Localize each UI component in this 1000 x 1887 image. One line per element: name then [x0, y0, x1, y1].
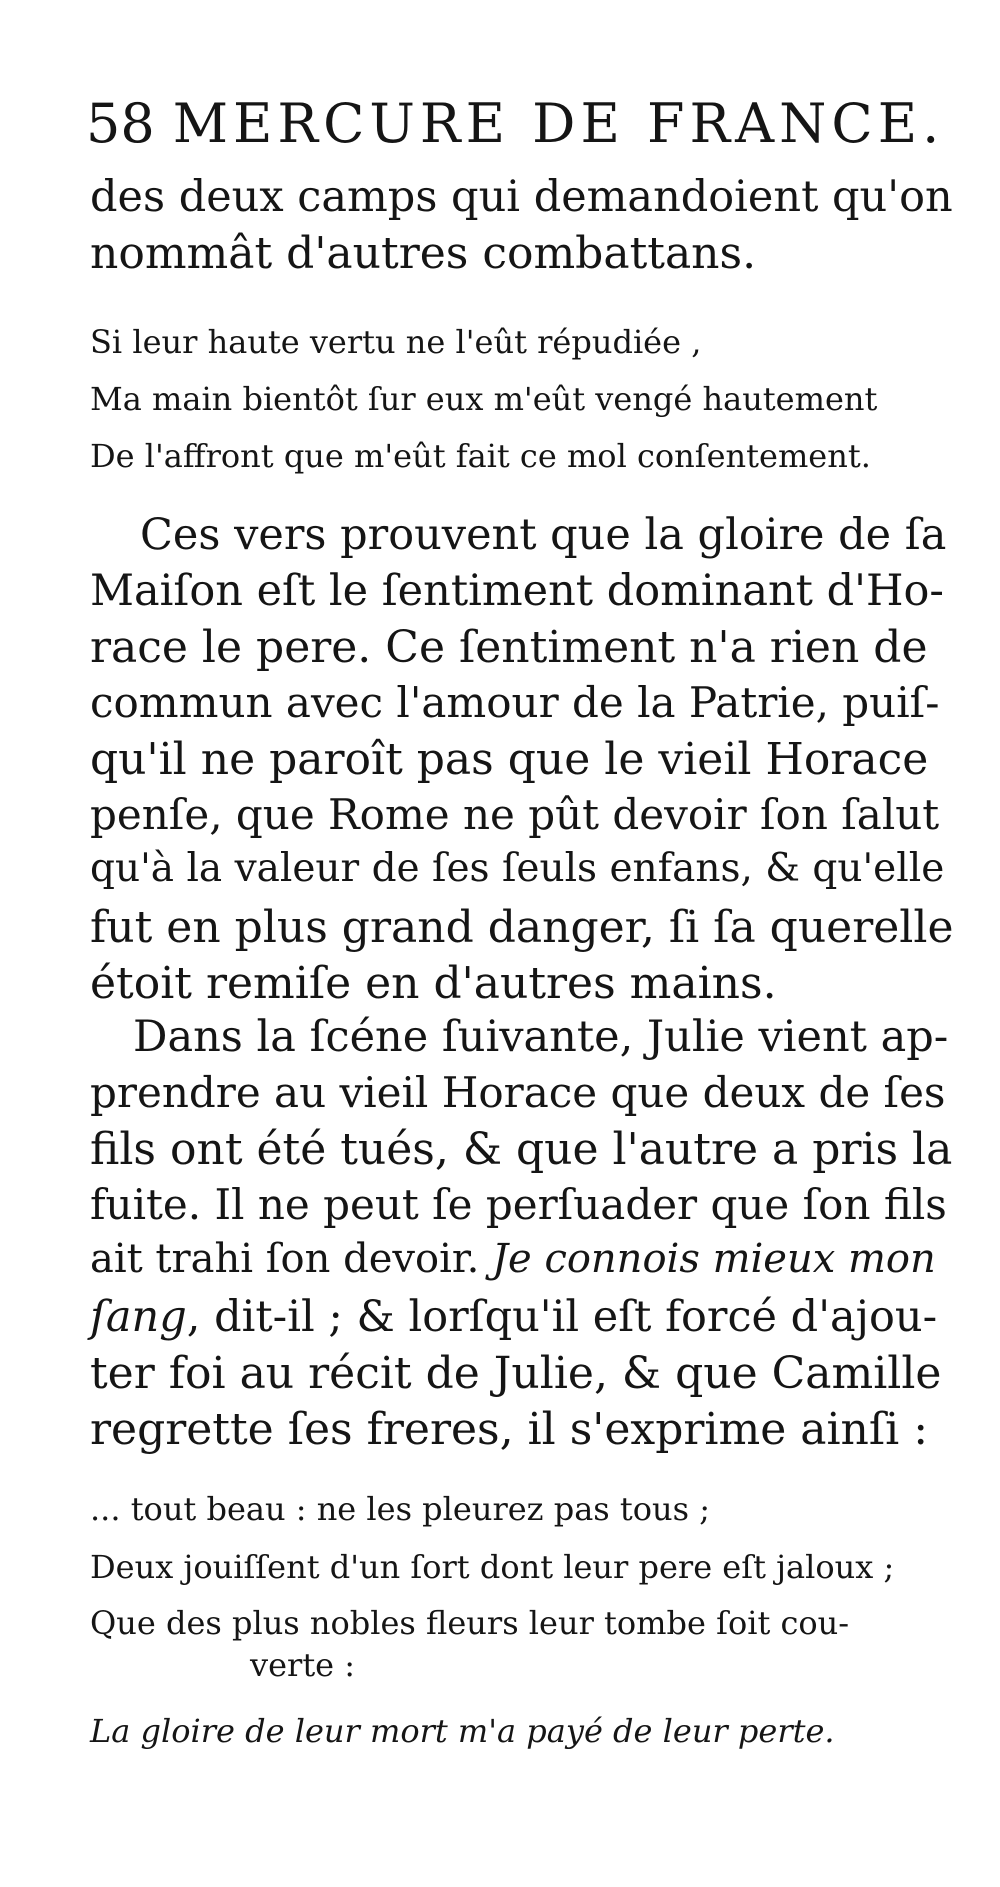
text-line: regrette ſes freres, il s'exprime ainſi : [90, 1404, 929, 1455]
quoted-italic-phrase: ſang [90, 1292, 187, 1342]
italic-verse-text: La gloire de leur mort m'a payé de leur perte. [90, 1712, 835, 1750]
text-line: ter foi au récit de Julie, & que Camille [90, 1348, 942, 1399]
text-line [90, 1236, 936, 1282]
paragraph-first-line: Ces vers prouvent que la gloire de ſa [140, 510, 947, 560]
text-line: prendre au vieil Horace que deux de ſes [90, 1068, 946, 1117]
paragraph-first-line: Dans la ſcéne ſuivante, Julie vient ap- [133, 1012, 949, 1062]
text-line: commun avec l'amour de la Patrie, puiſ- [90, 678, 940, 727]
verse-line: Ma main bientôt ſur eux m'eût vengé hautement [90, 380, 878, 418]
text-line: des deux camps qui demandoient qu'on [90, 172, 953, 222]
verse-line: ... tout beau : ne les pleurez pas tous ; [90, 1490, 710, 1528]
text-line: qu'il ne paroît pas que le vieil Horace [90, 734, 929, 785]
text-segment: ait trahi ſon devoir. [90, 1236, 480, 1282]
text-line: Maiſon eſt le ſentiment dominant d'Ho- [90, 566, 944, 616]
verse-line: Deux jouiſſent d'un ſort dont leur pere eſt jaloux ; [90, 1548, 895, 1586]
verse-continuation: verte : [250, 1646, 356, 1684]
quoted-italic-phrase: Je connois mieux mon [492, 1236, 936, 1282]
running-header [86, 92, 944, 155]
verse-line: Que des plus nobles fleurs leur tombe ſoit cou- [90, 1604, 850, 1642]
text-line: fuite. Il ne peut ſe perſuader que ſon fils [90, 1180, 947, 1229]
verse-line-italic [90, 1712, 835, 1750]
text-line: penſe, que Rome ne pût devoir ſon ſalut [90, 790, 940, 839]
text-line [90, 1292, 937, 1342]
text-line: nommât d'autres combattans. [90, 228, 757, 279]
text-line: fut en plus grand danger, ſi ſa querelle [90, 902, 954, 953]
page-number: 58 [86, 92, 155, 155]
text-line: race le pere. Ce ſentiment n'a rien de [90, 622, 928, 673]
text-segment: , dit-il ; & lorſqu'il eſt forcé d'ajou- [186, 1292, 938, 1342]
running-head-title: MERCURE DE FRANCE. [172, 92, 945, 155]
text-line: étoit remiſe en d'autres mains. [90, 958, 777, 1009]
text-line: qu'à la valeur de ſes ſeuls enfans, & qu'elle [90, 846, 945, 891]
verse-line: De l'affront que m'eût fait ce mol conſentement. [90, 437, 871, 475]
verse-line: Si leur haute vertu ne l'eût répudiée , [90, 323, 702, 361]
text-line: fils ont été tués, & que l'autre a pris la [90, 1124, 953, 1175]
